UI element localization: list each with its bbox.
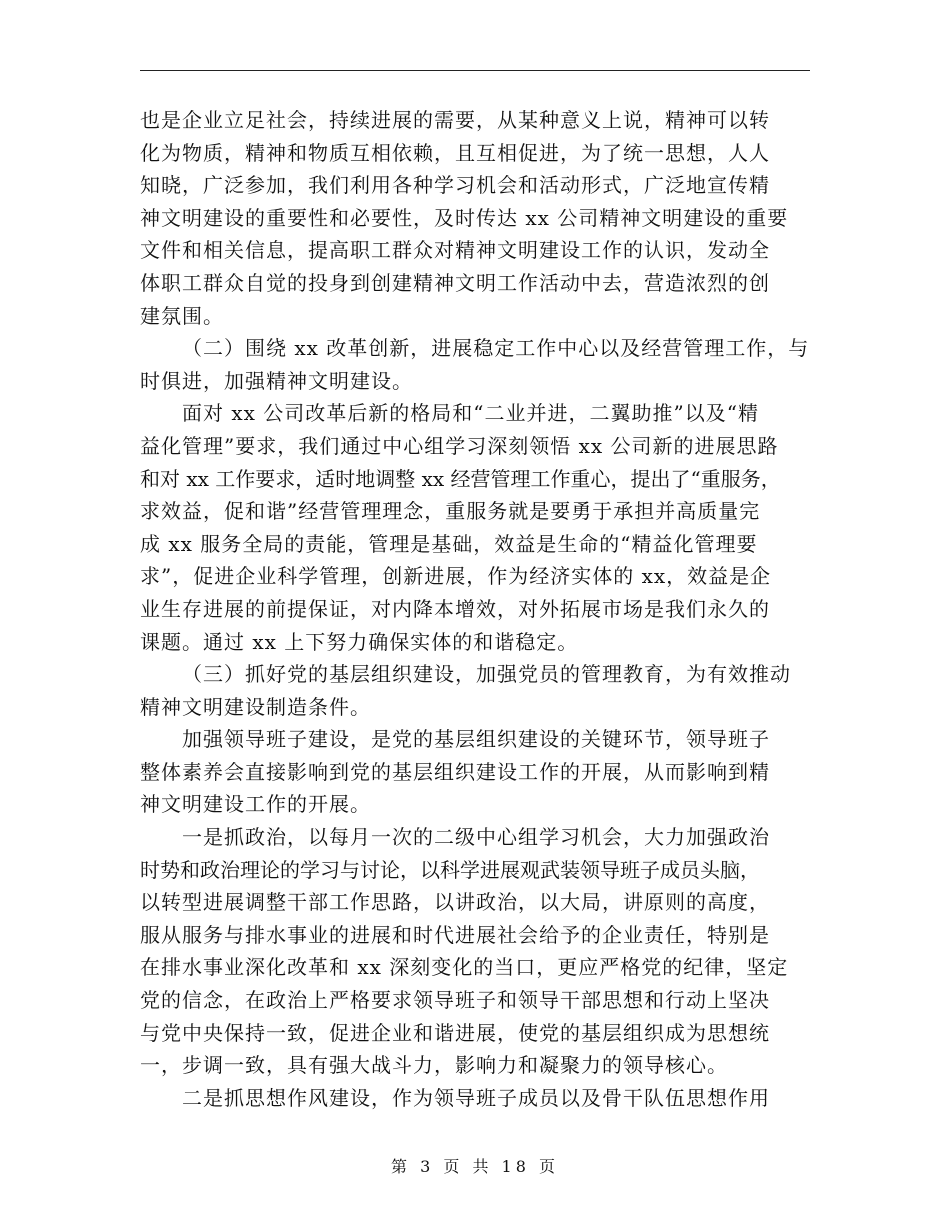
text-line: 党的信念，在政治上严格要求领导班子和领导干部思想和行动上坚决 [140,988,770,1013]
text-line: 整体素养会直接影响到党的基层组织建设工作的开展，从而影响到精 [140,759,770,784]
text-line: 知晓，广泛参加，我们利用各种学习机会和活动形式，广泛地宣传精 [140,173,770,198]
text-line: 课题。通过 xx 上下努力确保实体的和谐稳定。 [140,629,579,654]
text-line: 业生存进展的前提保证，对内降本增效，对外拓展市场是我们永久的 [140,596,770,621]
text-line: （三）抓好党的基层组织建设，加强党员的管理教育，为有效推动 [182,662,791,687]
text-line: 益化管理”要求，我们通过中心组学习深刻领悟 xx 公司新的进展思路 [140,433,779,458]
text-line: 文件和相关信息，提高职工群众对精神文明建设工作的认识，发动全 [140,238,770,263]
text-line: 与党中央保持一致，促进企业和谐进展，使党的基层组织成为思想统 [140,1020,770,1045]
text-line: 求”，促进企业科学管理，创新进展，作为经济实体的 xx，效益是企 [140,564,772,589]
text-line: 神文明建设工作的开展。 [140,792,371,817]
text-line: 以转型进展调整干部工作思路，以讲政治，以大局，讲原则的高度， [140,890,770,915]
text-line: 神文明建设的重要性和必要性，及时传达 xx 公司精神文明建设的重要 [140,205,789,230]
header-rule [140,70,810,71]
page-footer: 第 3 页 共 18 页 [391,1157,559,1176]
document-body [140,104,812,1114]
text-line: 时势和政治理论的学习与讨论，以科学进展观武装领导班子成员头脑， [140,857,760,882]
text-line: 面对 xx 公司改革后新的格局和“二业并进，二翼助推”以及“精 [182,401,759,426]
text-line: 求效益，促和谐”经营管理理念，重服务就是要勇于承担并高质量完 [140,499,761,524]
text-line: 也是企业立足社会，持续进展的需要，从某种意义上说，精神可以转 [140,108,770,132]
text-line: 加强领导班子建设，是党的基层组织建设的关键环节，领导班子 [182,727,770,752]
text-line: 化为物质，精神和物质互相依赖，且互相促进，为了统一思想，人人 [140,140,770,165]
text-line: 建氛围。 [140,303,224,328]
text-line: 在排水事业深化改革和 xx 深刻变化的当口，更应严格党的纪律，坚定 [140,955,789,980]
text-line: 和对 xx 工作要求，适时地调整 xx 经营管理工作重心，提出了“重服务， [140,466,781,491]
text-line: 精神文明建设制造条件。 [140,694,371,719]
text-line: 一是抓政治，以每月一次的二级中心组学习机会，大力加强政治 [182,825,770,850]
text-line: 二是抓思想作风建设，作为领导班子成员以及骨干队伍思想作用 [182,1085,770,1110]
text-line: 服从服务与排水事业的进展和时代进展社会给予的企业责任，特别是 [140,922,770,947]
text-line: 成 xx 服务全局的责能，管理是基础，效益是生命的“精益化管理要 [140,531,758,556]
text-line: （二）围绕 xx 改革创新，进展稳定工作中心以及经营管理工作，与 [182,336,810,361]
text-line: 一，步调一致，具有强大战斗力，影响力和凝聚力的领导核心。 [140,1053,728,1078]
text-line: 时俱进，加强精神文明建设。 [140,368,413,393]
text-line: 体职工群众自觉的投身到创建精神文明工作活动中去，营造浓烈的创 [140,270,770,295]
